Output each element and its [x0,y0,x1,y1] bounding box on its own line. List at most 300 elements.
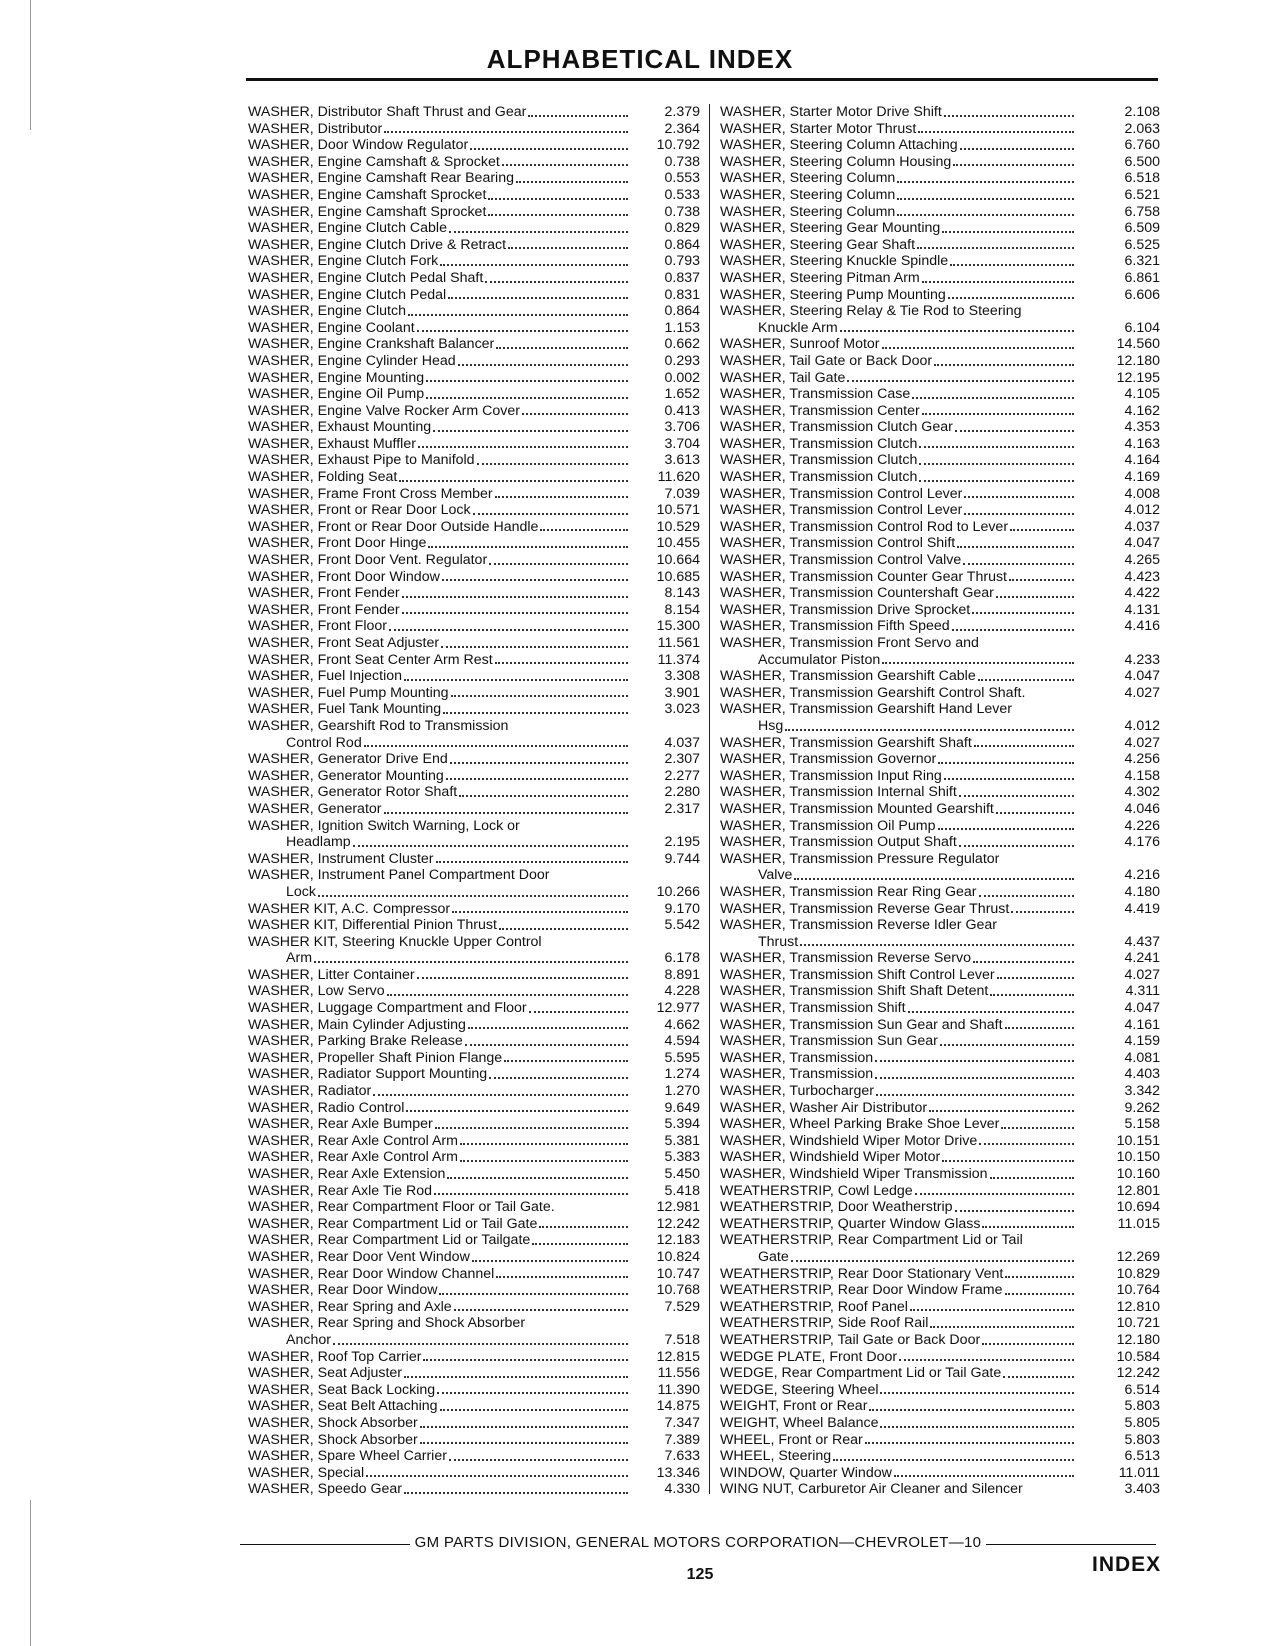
entry-page-ref: 5.158 [1124,1116,1160,1133]
index-entry [248,701,700,718]
dot-leader [472,1259,628,1262]
dot-leader [1027,696,1074,697]
entry-page-ref: 3.901 [664,684,700,701]
index-entry [720,618,1160,635]
entry-name: WASHER, Transmission Pressure Regulator [720,850,1000,867]
entry-name: WASHER, Washer Air Distributor [720,1099,928,1116]
index-entry [720,652,1160,669]
dot-leader [389,628,628,631]
dot-leader [996,811,1074,814]
index-column-right [720,104,1160,1498]
entry-page-ref: 2.063 [1124,120,1160,137]
dot-leader [938,827,1075,830]
entry-name: WASHER, Transmission Fifth Speed [720,618,950,635]
index-entry [720,154,1160,171]
entry-page-ref: 9.744 [664,850,700,867]
dot-leader [447,1176,628,1179]
dot-leader [908,1010,1074,1013]
index-entry [720,801,1160,818]
page-title: ALPHABETICAL INDEX [486,44,794,74]
entry-page-ref: 0.002 [664,369,700,386]
entry-page-ref: 10.721 [1116,1315,1160,1332]
entry-name: WASHER, Rear Spring and Axle [248,1298,452,1315]
entry-name: WASHER, Seat Belt Attaching [248,1398,438,1415]
entry-page-ref: 8.891 [664,966,700,983]
entry-name: WASHER, Main Cylinder Adjusting [248,1016,466,1033]
entry-page-ref: 12.180 [1116,352,1160,369]
dot-leader [529,1010,628,1013]
index-entry [248,270,700,287]
dot-leader [459,794,628,797]
entry-name: WASHER, Steering Relay & Tie Rod to Steering [720,303,1022,320]
entry-name: Arm [286,950,313,967]
entry-page-ref: 3.706 [664,419,700,436]
entry-name: WASHER, Transmission Output Shaft [720,834,957,851]
index-entry [720,701,1160,718]
index-entry [248,552,700,569]
entry-page-ref: 3.704 [664,435,700,452]
entry-page-ref: 2.379 [664,104,700,120]
index-entry [720,967,1160,984]
entry-name: WASHER, Frame Front Cross Member [248,485,493,502]
entry-name: WASHER, Seat Back Locking [248,1381,436,1398]
index-entry [248,884,700,901]
entry-page-ref: 11.374 [657,651,700,668]
entry-page-ref: 10.150 [1116,1149,1160,1166]
index-entry [248,1000,700,1017]
entry-page-ref: 11.011 [1118,1464,1160,1481]
dot-leader [979,894,1075,897]
index-entry [248,901,700,918]
entry-page-ref: 11.556 [657,1365,700,1382]
entry-name: WASHER, Steering Column Attaching [720,137,958,154]
entry-name: WASHER, Distributor Shaft Thrust and Gear [248,104,527,120]
entry-name: WASHER, Transmission Clutch Gear [720,419,953,436]
dot-leader [437,1391,628,1394]
entry-name: WASHER, Fuel Pump Mounting [248,684,449,701]
index-entry [720,751,1160,768]
index-entry [248,469,700,486]
index-entry [248,585,700,602]
dot-leader [384,811,628,814]
index-entry [248,818,700,835]
index-entry [248,1133,700,1150]
dot-leader [955,429,1074,432]
entry-page-ref: 0.553 [664,170,700,187]
dot-leader [460,1159,628,1162]
entry-name: WASHER, Front Seat Center Arm Rest [248,651,493,668]
entry-name: WASHER, Transmission Clutch [720,469,918,486]
entry-name: WASHER, Transmission Clutch [720,435,918,452]
index-entry [720,287,1160,304]
entry-page-ref: 0.864 [664,303,700,320]
entry-page-ref: 8.143 [664,585,700,602]
index-entry [248,419,700,436]
entry-name: WASHER, Rear Compartment Floor or Tail Gate. [248,1199,555,1216]
entry-page-ref: 1.652 [664,386,700,403]
entry-name: WASHER, Special [248,1464,365,1481]
index-entry [720,768,1160,785]
dot-leader [979,1142,1074,1145]
entry-name: WASHER, Ignition Switch Warning, Lock or [248,817,520,834]
index-entry [248,519,700,536]
index-entry [248,1116,700,1133]
dot-leader [910,1308,1074,1311]
entry-page-ref: 10.266 [656,883,700,900]
index-entry [720,668,1160,685]
entry-name: WASHER, Rear Spring and Shock Absorber [248,1315,526,1332]
index-entry [720,1183,1160,1200]
entry-page-ref: 7.389 [664,1431,700,1448]
index-entry [720,104,1160,121]
entry-page-ref: 4.226 [1124,817,1160,834]
dot-leader [428,545,628,548]
index-entry [720,569,1160,586]
entry-name: WASHER, Generator Rotor Shaft [248,784,458,801]
entry-page-ref: 15.300 [656,618,700,635]
entry-page-ref: 12.195 [1116,369,1160,386]
dot-leader [1005,1275,1074,1278]
entry-name: WASHER, Front Seat Adjuster [248,635,440,651]
entry-page-ref: 9.170 [664,900,700,917]
index-entry [720,137,1160,154]
entry-name: WHEEL, Steering [720,1448,832,1465]
entry-page-ref: 6.513 [1124,1448,1160,1465]
entry-name: Thrust [758,933,799,950]
index-entry [720,1332,1160,1349]
entry-page-ref: 4.403 [1124,1066,1160,1083]
dot-leader [516,180,628,183]
index-entry [720,1266,1160,1283]
dot-leader [527,1327,628,1328]
entry-page-ref: 6.521 [1124,186,1160,203]
dot-leader [950,263,1074,266]
index-entry [720,253,1160,270]
entry-page-ref: 1.274 [664,1066,700,1083]
entry-page-ref: 2.280 [664,784,700,801]
dot-leader [915,1192,1074,1195]
dot-leader [454,1308,628,1311]
entry-name: WASHER, Speedo Gear [248,1481,403,1498]
entry-name: WASHER, Transmission Clutch [720,452,918,469]
entry-name: WINDOW, Quarter Window [720,1464,892,1481]
entry-page-ref: 4.302 [1124,784,1160,801]
entry-name: WASHER, Engine Clutch Drive & Retract [248,236,507,253]
entry-page-ref: 4.594 [664,1033,700,1050]
index-entry [720,552,1160,569]
index-entry [720,1299,1160,1316]
entry-name: WING NUT, Carburetor Air Cleaner and Silencer [720,1481,1023,1498]
dot-leader [875,1076,1074,1079]
entry-page-ref: 7.347 [664,1414,700,1431]
dot-leader [540,528,628,531]
entry-page-ref: 4.419 [1124,900,1160,917]
dot-leader [404,678,628,681]
entry-page-ref: 10.529 [656,518,700,535]
index-entry [720,320,1160,337]
entry-page-ref: 4.012 [1124,717,1160,734]
dot-leader [460,1142,628,1145]
index-entry [720,1249,1160,1266]
entry-page-ref: 0.837 [664,269,700,286]
entry-page-ref: 6.104 [1124,319,1160,336]
dot-leader [940,1043,1074,1046]
entry-page-ref: 4.176 [1124,834,1160,851]
dot-leader [934,363,1074,366]
index-entry [720,403,1160,420]
entry-page-ref: 4.416 [1124,618,1160,635]
index-entry [720,336,1160,353]
index-entry [720,1017,1160,1034]
index-entry [720,486,1160,503]
dot-leader [473,512,628,515]
entry-name: WASHER, Radiator [248,1083,372,1100]
index-entry [720,685,1160,702]
entry-page-ref: 3.403 [1124,1481,1160,1498]
entry-page-ref: 4.162 [1124,402,1160,419]
dot-leader [1001,1126,1074,1129]
entry-name: WEIGHT, Wheel Balance [720,1414,879,1431]
entry-name: WASHER, Rear Axle Bumper [248,1116,433,1133]
dot-leader [990,1176,1074,1179]
entry-name: WASHER, Engine Cylinder Head [248,352,456,369]
index-entry [248,1465,700,1482]
entry-page-ref: 11.561 [657,635,700,651]
entry-page-ref: 14.875 [656,1398,700,1415]
entry-name: WASHER, Engine Camshaft & Sprocket [248,153,500,170]
entry-name: WASHER, Windshield Wiper Transmission [720,1166,988,1182]
dot-leader [451,694,628,697]
dot-leader [449,230,628,233]
dot-leader [448,296,628,299]
dot-leader [489,562,628,565]
entry-name: WASHER, Radiator Support Mounting [248,1066,488,1083]
entry-name: WASHER, Transmission Front Servo and [720,635,979,651]
entry-name: WASHER, Transmission Control Shift [720,535,956,552]
index-entry [720,220,1160,237]
entry-name: WASHER, Exhaust Mounting [248,419,432,436]
entry-name: WASHER, Engine Camshaft Rear Bearing [248,170,514,187]
entry-page-ref: 6.606 [1124,286,1160,303]
entry-page-ref: 12.242 [1116,1365,1160,1382]
entry-name: Knuckle Arm [758,319,838,336]
entry-name: WASHER, Transmission Reverse Gear Thrust [720,900,1010,917]
dot-leader [436,860,628,863]
entry-name: WASHER, Transmission Case [720,386,911,403]
entry-name: WASHER, Transmission Counter Gear Thrust [720,568,1007,585]
entry-name: WASHER, Propeller Shaft Pinion Flange [248,1049,503,1066]
entry-page-ref: 11.015 [1117,1215,1160,1232]
entry-page-ref: 4.008 [1124,485,1160,502]
dot-leader [404,1375,628,1378]
index-entry [720,1116,1160,1133]
dot-leader [791,1259,1074,1262]
entry-page-ref: 6.321 [1124,253,1160,270]
entry-page-ref: 4.330 [664,1481,700,1498]
entry-name: WASHER, Front Fender [248,585,400,602]
dot-leader [439,1292,628,1295]
entry-name: WASHER, Steering Column [720,203,896,220]
entry-name: WHEEL, Front or Rear [720,1431,863,1448]
entry-page-ref: 8.154 [664,601,700,618]
dot-leader [539,1225,628,1228]
index-entry [248,502,700,519]
index-entry [248,917,700,934]
entry-page-ref: 7.633 [664,1448,700,1465]
dot-leader [952,628,1074,631]
entry-page-ref: 0.413 [664,402,700,419]
index-entry [720,983,1160,1000]
index-entry [720,121,1160,138]
entry-page-ref: 2.317 [664,800,700,817]
index-entry [248,1199,700,1216]
entry-page-ref: 0.831 [664,286,700,303]
index-entry [720,635,1160,652]
dot-leader [532,1242,628,1245]
entry-page-ref: 5.381 [664,1132,700,1149]
entry-name: WEDGE PLATE, Front Door [720,1348,898,1365]
entry-page-ref: 5.450 [664,1166,700,1182]
entry-name: WASHER, Gearshift Rod to Transmission [248,717,509,734]
entry-name: WASHER, Front Door Window [248,568,440,585]
dot-leader [373,1093,628,1096]
entry-page-ref: 2.307 [664,751,700,768]
dot-leader [880,1391,1074,1394]
entry-name: WASHER, Radio Control [248,1099,405,1116]
index-entry [248,353,700,370]
entry-page-ref: 3.613 [664,452,700,469]
entry-page-ref: 12.977 [656,1000,700,1017]
entry-name: WASHER, Transmission Control Valve [720,552,962,569]
title-rule [246,78,1158,81]
index-entry [720,187,1160,204]
entry-page-ref: 2.277 [664,767,700,784]
entry-name: WASHER, Transmission Sun Gear and Shaft [720,1016,1003,1033]
entry-name: WASHER, Steering Knuckle Spindle [720,253,949,270]
index-entry [720,1083,1160,1100]
index-entry [720,1100,1160,1117]
entry-name: WASHER, Distributor [248,120,383,137]
dot-leader [899,1358,1074,1361]
index-entry [720,1432,1160,1449]
entry-page-ref: 4.311 [1125,983,1160,1000]
dot-leader [402,611,628,614]
index-entry [720,934,1160,951]
entry-page-ref: 12.180 [1116,1331,1160,1348]
dot-leader [882,346,1074,349]
entry-name: WASHER, Transmission Internal Shift [720,784,957,801]
entry-page-ref: 9.649 [664,1099,700,1116]
index-entry [720,1448,1160,1465]
dot-leader [387,993,628,996]
dot-leader [417,976,628,979]
index-entry [720,851,1160,868]
entry-page-ref: 5.803 [1124,1431,1160,1448]
entry-name: WASHER KIT, Differential Pinion Thrust [248,917,497,934]
entry-name: WASHER, Engine Valve Rocker Arm Cover [248,402,521,419]
dot-leader [408,313,628,316]
index-entry [248,950,700,967]
entry-page-ref: 4.241 [1124,950,1160,967]
entry-page-ref: 5.595 [664,1049,700,1066]
dot-leader [502,163,628,166]
entry-name: WEIGHT, Front or Rear [720,1398,868,1415]
index-entry [248,220,700,237]
dot-leader [496,1275,628,1278]
dot-leader [440,1408,628,1411]
entry-name: WASHER, Instrument Cluster [248,850,434,867]
entry-page-ref: 0.738 [664,153,700,170]
dot-leader [435,1126,628,1129]
entry-page-ref: 10.685 [656,568,700,585]
dot-leader [929,1109,1074,1112]
index-entry [248,137,700,154]
dot-leader [1023,315,1074,316]
entry-page-ref: 4.131 [1124,601,1160,618]
entry-page-ref: 0.533 [664,186,700,203]
index-entry [248,1216,700,1233]
entry-name: WEATHERSTRIP, Door Weatherstrip [720,1199,953,1216]
index-entry [720,1398,1160,1415]
index-entry [248,1315,700,1332]
entry-name: WASHER, Rear Compartment Lid or Tailgate [248,1232,531,1249]
entry-page-ref: 2.364 [664,120,700,137]
dot-leader [875,1059,1074,1062]
index-entry [248,1083,700,1100]
entry-page-ref: 12.981 [656,1199,700,1216]
index-entry [720,204,1160,221]
index-entry [248,336,700,353]
entry-page-ref: 12.242 [656,1215,700,1232]
index-entry [720,386,1160,403]
index-entry [248,718,700,735]
entry-page-ref: 7.529 [664,1298,700,1315]
dot-leader [418,445,628,448]
index-entry [720,1382,1160,1399]
index-entry [720,535,1160,552]
index-entry [248,1481,700,1498]
index-entry [720,469,1160,486]
entry-name: WASHER, Parking Brake Release [248,1033,463,1050]
index-entry [720,834,1160,851]
index-entry [720,585,1160,602]
entry-name: WASHER, Engine Clutch Pedal Shaft [248,269,484,286]
index-entry [720,1133,1160,1150]
dot-leader [404,1491,628,1494]
index-entry [248,121,700,138]
dot-leader [840,329,1074,332]
dot-leader [485,280,628,283]
entry-page-ref: 3.023 [664,701,700,718]
index-entry [248,1017,700,1034]
dot-leader [1005,1292,1075,1295]
entry-page-ref: 10.151 [1116,1132,1160,1149]
entry-page-ref: 6.525 [1124,236,1160,253]
dot-leader [522,412,628,415]
entry-name: WEATHERSTRIP, Side Roof Rail [720,1315,929,1332]
dot-leader [450,761,628,764]
dot-leader [948,296,1074,299]
entry-name: WASHER, Transmission Drive Sprocket [720,601,971,618]
index-entry [720,1199,1160,1216]
dot-leader [314,960,628,963]
dot-leader [982,1342,1074,1345]
entry-name: WASHER, Rear Compartment Lid or Tail Gate [248,1215,538,1232]
index-entry [248,320,700,337]
dot-leader [452,910,628,913]
index-entry [248,635,700,652]
entry-name: WASHER, Rear Axle Control Arm [248,1132,458,1149]
